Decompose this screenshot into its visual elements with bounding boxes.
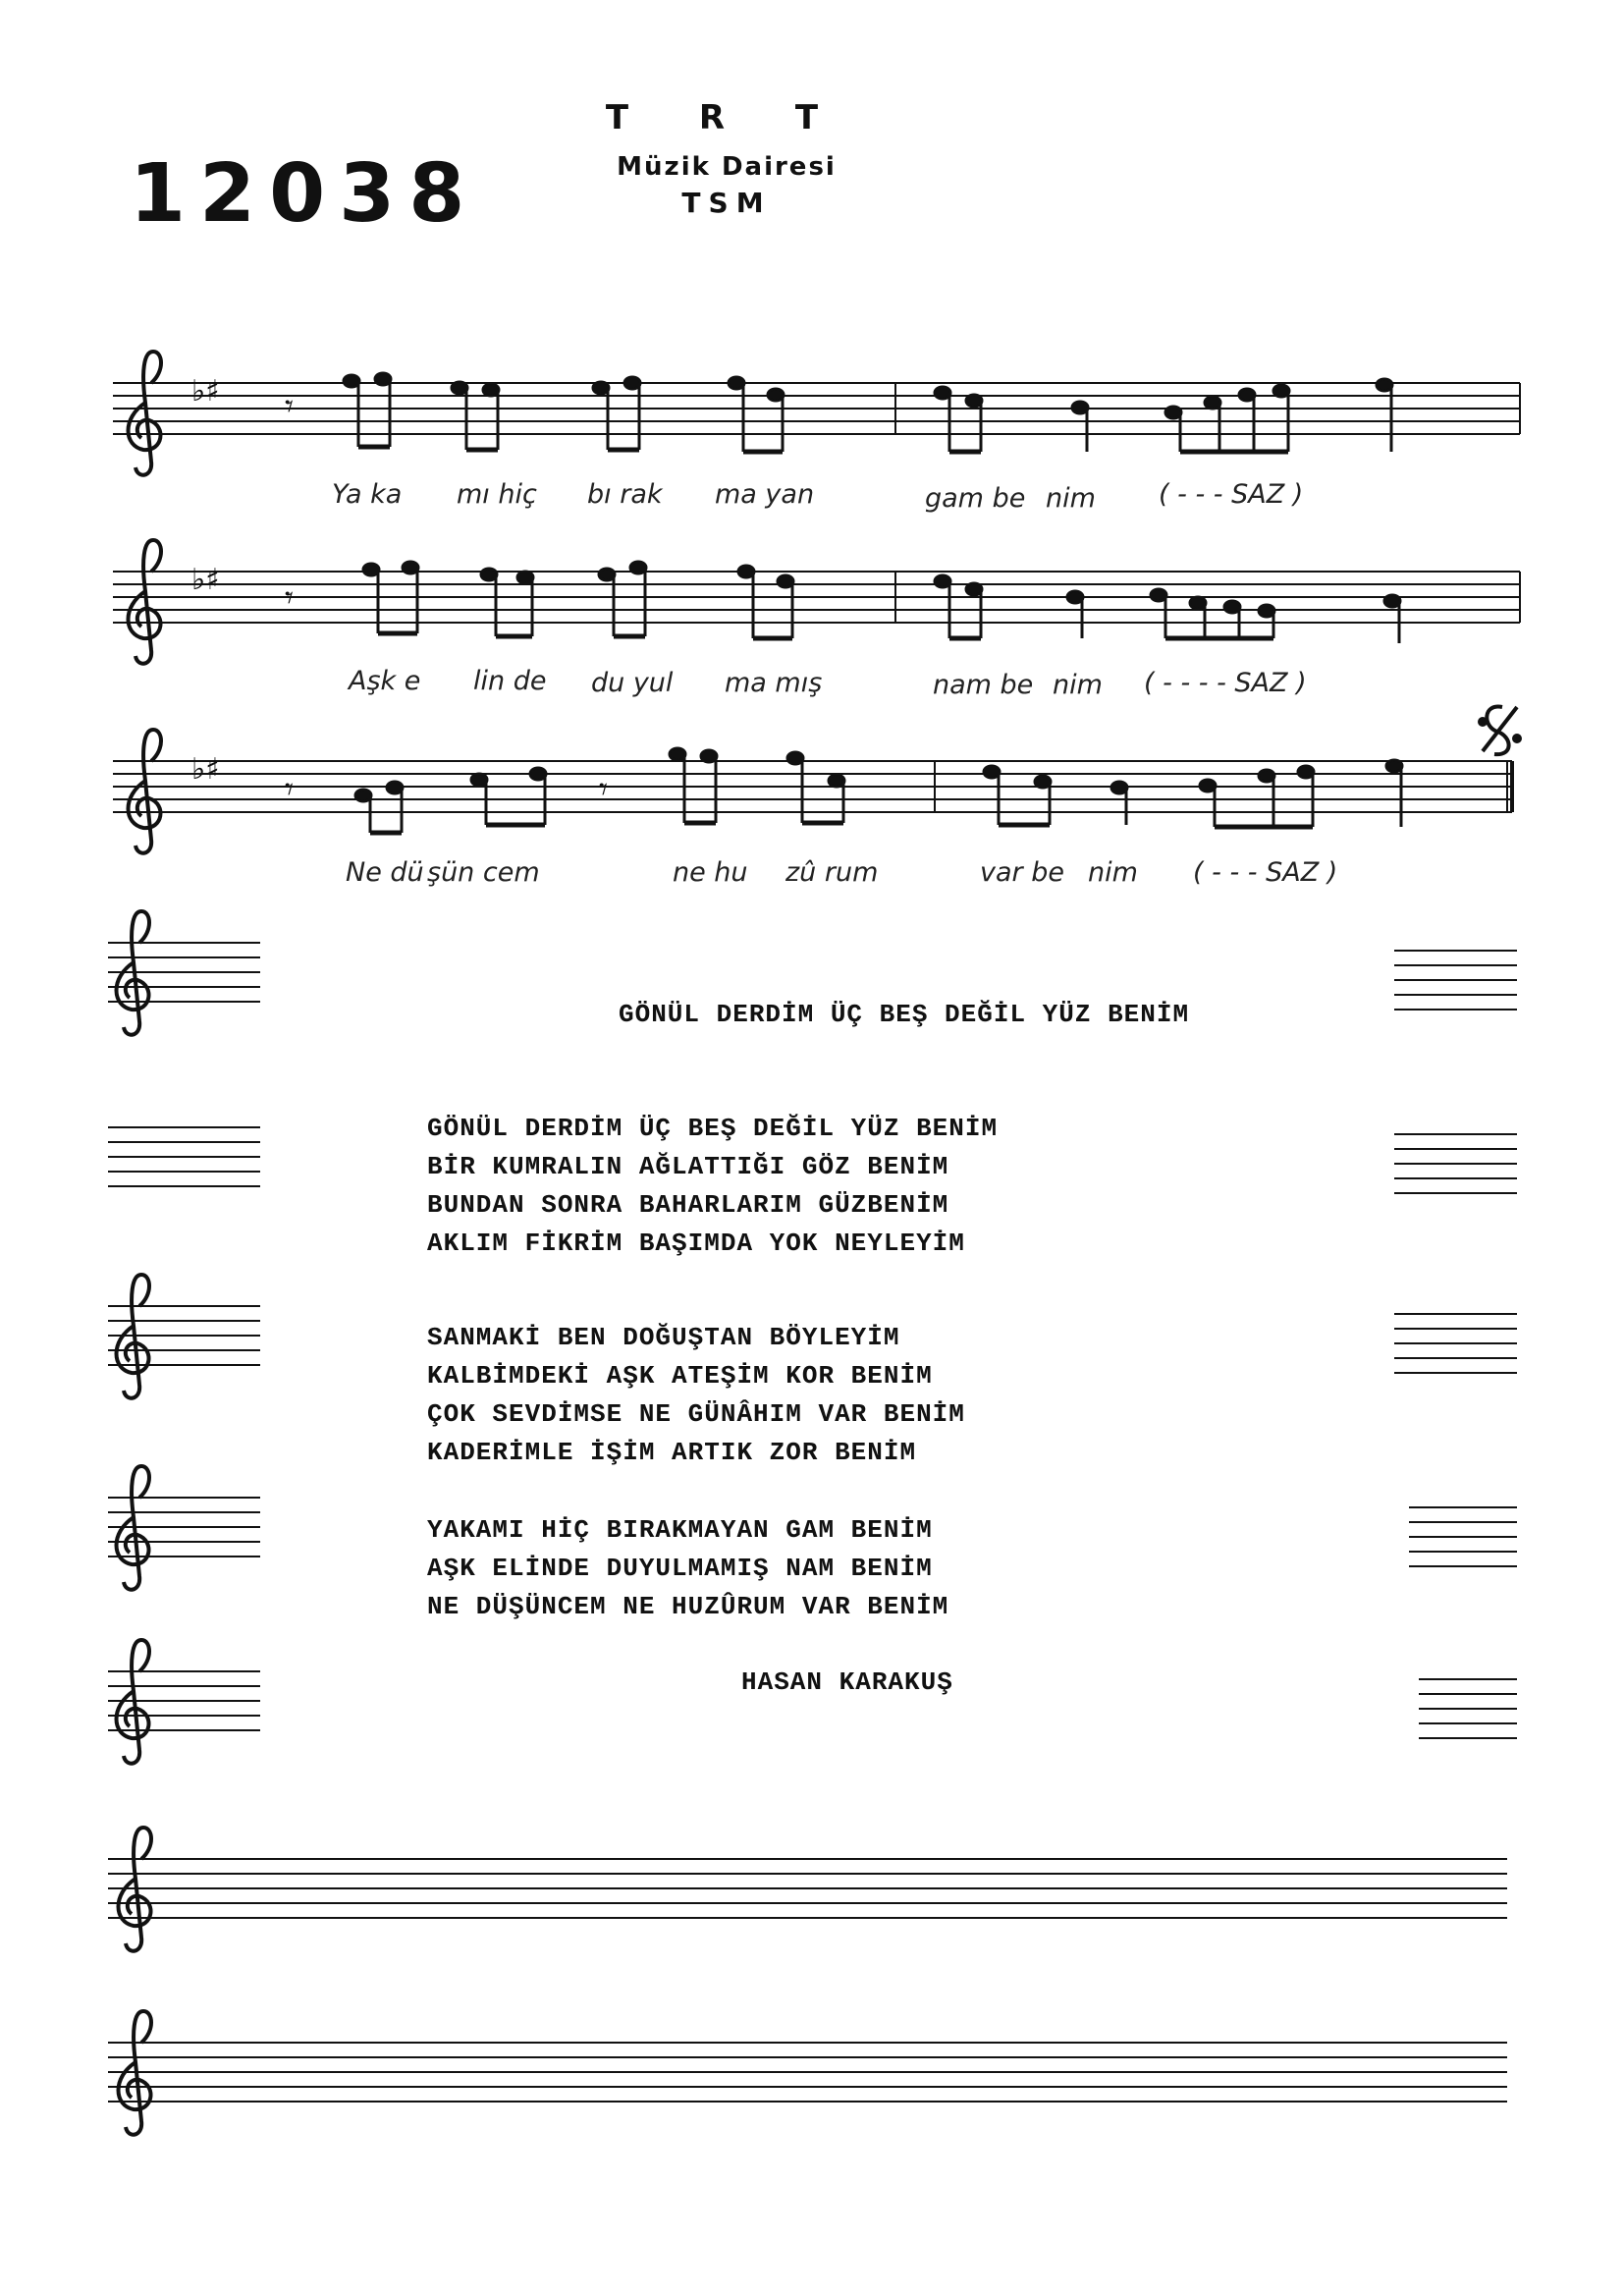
segno-icon bbox=[1480, 707, 1520, 755]
lyric-1-6: nim bbox=[1046, 483, 1096, 514]
lyric-2-7: ( - - - - SAZ ) bbox=[1144, 668, 1307, 698]
lyric-2-1: Aşk e bbox=[349, 666, 421, 696]
svg-text:𝄾: 𝄾 bbox=[285, 387, 295, 426]
header-line-3: TSM bbox=[681, 187, 772, 219]
lyric-3-3: ne hu bbox=[673, 857, 748, 888]
stanza-2-line-4: KADERİMLE İŞİM ARTIK ZOR BENİM bbox=[427, 1438, 917, 1467]
stanza-2-line-1: SANMAKİ BEN DOĞUŞTAN BÖYLEYİM bbox=[427, 1323, 900, 1352]
stanza-1 bbox=[427, 1110, 998, 1263]
svg-text:𝄾: 𝄾 bbox=[285, 770, 295, 809]
svg-text:𝄾: 𝄾 bbox=[599, 770, 609, 809]
lyric-3-7: ( - - - SAZ ) bbox=[1193, 857, 1338, 888]
lyric-1-7: ( - - - SAZ ) bbox=[1159, 479, 1304, 510]
song-author: HASAN KARAKUŞ bbox=[741, 1667, 953, 1697]
empty-staves-left bbox=[108, 943, 260, 1730]
staff-system-2 bbox=[113, 572, 1520, 623]
lyric-3-5: var be bbox=[980, 857, 1064, 888]
song-title: GÖNÜL DERDİM ÜÇ BEŞ DEĞİL YÜZ BENİM bbox=[619, 1000, 1190, 1029]
staff-system-1 bbox=[113, 383, 1520, 434]
lyric-1-5: gam be bbox=[925, 483, 1026, 514]
stanza-3-line-1: YAKAMI HİÇ BIRAKMAYAN GAM BENİM bbox=[427, 1515, 933, 1545]
stanza-1-line-4: AKLIM FİKRİM BAŞIMDA YOK NEYLEYİM bbox=[427, 1229, 965, 1258]
lyric-3-2: şün cem bbox=[427, 857, 540, 888]
empty-staves-bottom bbox=[108, 1859, 1507, 2102]
stanza-2-line-2: KALBİMDEKİ AŞK ATEŞİM KOR BENİM bbox=[427, 1361, 933, 1391]
lyric-3-4: zû rum bbox=[785, 857, 879, 888]
lyric-2-6: nim bbox=[1053, 670, 1103, 700]
stanza-3-line-3: NE DÜŞÜNCEM NE HUZÛRUM VAR BENİM bbox=[427, 1592, 949, 1621]
lyric-1-3: bı rak bbox=[587, 479, 663, 510]
svg-text:♭♯: ♭♯ bbox=[191, 563, 220, 597]
notes-system-1 bbox=[344, 373, 1392, 452]
stanza-2 bbox=[427, 1319, 965, 1472]
lyric-2-3: du yul bbox=[591, 668, 674, 698]
lyric-1-2: mı hiç bbox=[457, 479, 537, 510]
lyric-3-6: nim bbox=[1088, 857, 1138, 888]
stanza-3-line-2: AŞK ELİNDE DUYULMAMIŞ NAM BENİM bbox=[427, 1554, 933, 1583]
stanza-1-line-1: GÖNÜL DERDİM ÜÇ BEŞ DEĞİL YÜZ BENİM bbox=[427, 1114, 999, 1143]
lyric-2-5: nam be bbox=[933, 670, 1034, 700]
svg-text:♭♯: ♭♯ bbox=[191, 752, 220, 787]
svg-text:𝄾: 𝄾 bbox=[285, 578, 295, 618]
header-line-1: T R T bbox=[605, 98, 848, 137]
header-line-2: Müzik Dairesi bbox=[617, 152, 837, 182]
stanza-1-line-3: BUNDAN SONRA BAHARLARIM GÜZBENİM bbox=[427, 1190, 949, 1220]
stanza-1-line-2: BİR KUMRALIN AĞLATTIĞI GÖZ BENİM bbox=[427, 1152, 949, 1181]
lyric-2-4: ma mış bbox=[725, 668, 823, 698]
svg-text:♭♯: ♭♯ bbox=[191, 374, 220, 409]
notes-system-2 bbox=[363, 562, 1400, 643]
lyric-3-1: Ne dü bbox=[346, 857, 424, 888]
stanza-2-line-3: ÇOK SEVDİMSE NE GÜNÂHIM VAR BENİM bbox=[427, 1399, 965, 1429]
lyric-1-1: Ya ka bbox=[332, 479, 403, 510]
stanza-3 bbox=[427, 1511, 948, 1626]
lyric-2-2: lin de bbox=[473, 666, 547, 696]
empty-staves-right bbox=[1394, 951, 1517, 1738]
lyric-1-4: ma yan bbox=[715, 479, 815, 510]
document-number: 12038 bbox=[130, 147, 479, 241]
